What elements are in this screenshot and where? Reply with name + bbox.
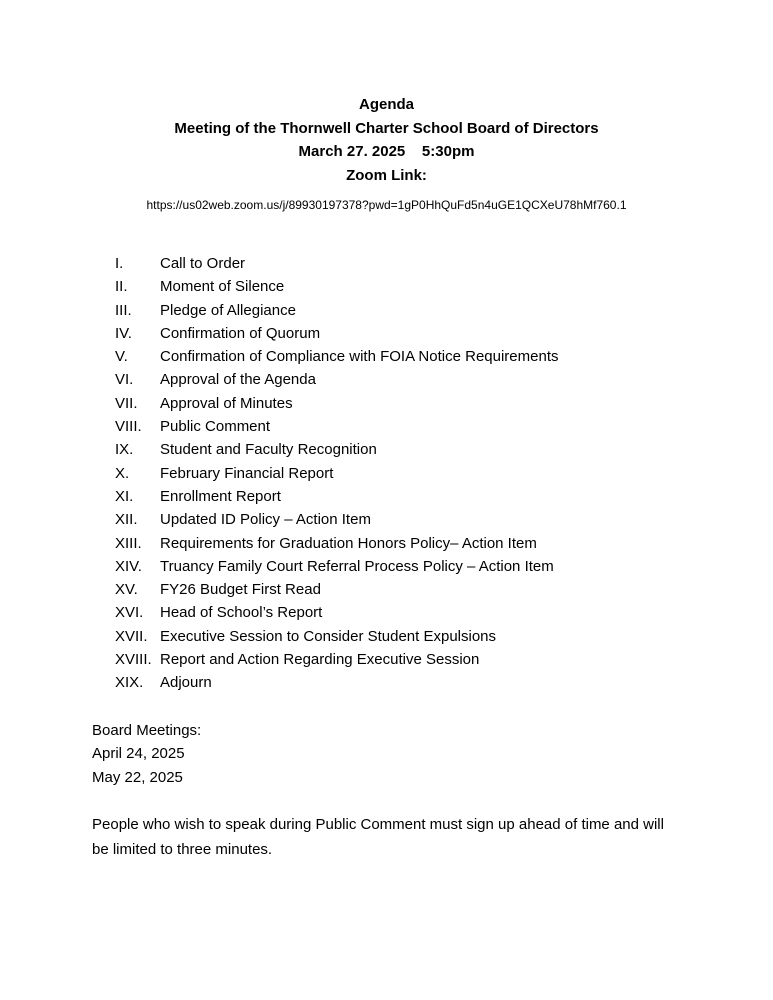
agenda-item-numeral: I. (115, 255, 124, 272)
meeting-date: May 22, 2025 (92, 768, 183, 786)
agenda-item-label: Truancy Family Court Referral Process Policy – Action Item (160, 557, 554, 575)
agenda-item (115, 368, 681, 391)
agenda-item (115, 578, 681, 601)
agenda-item (115, 485, 681, 508)
meeting-date: April 24, 2025 (92, 745, 185, 763)
agenda-item-label: Student and Faculty Recognition (160, 441, 377, 459)
public-comment-notice: People who wish to speak during Public Comment must sign up ahead of time and will be limited to three minutes. (92, 816, 664, 859)
agenda-item (115, 601, 681, 624)
agenda-item (115, 275, 681, 298)
agenda-item-label: Executive Session to Consider Student Expulsions (160, 627, 497, 645)
agenda-item-numeral: VI. (115, 371, 134, 389)
agenda-item-numeral: XV. (115, 581, 138, 599)
agenda-item-label: Confirmation of Quorum (160, 324, 321, 342)
agenda-item-numeral: II. (115, 278, 128, 296)
agenda-item (115, 392, 681, 415)
agenda-item (115, 648, 681, 671)
agenda-item-numeral: III. (115, 301, 132, 319)
agenda-item-label: Report and Action Regarding Executive Session (160, 651, 480, 669)
agenda-item-numeral: IV. (115, 324, 132, 342)
agenda-item-numeral: VII. (115, 394, 138, 412)
board-meetings-heading: Board Meetings: (92, 721, 202, 739)
agenda-item (115, 415, 681, 438)
agenda-item (115, 252, 681, 275)
agenda-item (115, 299, 681, 322)
doc-title: Agenda (358, 96, 414, 113)
agenda-item-numeral: XIV. (115, 557, 142, 575)
agenda-item (115, 625, 681, 648)
agenda-list (115, 252, 681, 695)
agenda-item (115, 532, 681, 555)
agenda-item-label: Enrollment Report (160, 487, 281, 505)
agenda-item-label: Updated ID Policy – Action Item (160, 511, 371, 529)
agenda-item-label: Approval of Minutes (160, 394, 293, 412)
agenda-item-label: Adjourn (160, 674, 212, 692)
agenda-item-label: Moment of Silence (160, 278, 285, 296)
agenda-item-numeral: V. (115, 348, 128, 366)
agenda-item-numeral: IX. (115, 441, 134, 459)
agenda-item (115, 508, 681, 531)
agenda-item-label: Approval of the Agenda (160, 371, 316, 389)
agenda-item-label: Confirmation of Compliance with FOIA Notice Requirements (160, 348, 559, 366)
zoom-link-url[interactable]: https://us02web.zoom.us/j/89930197378?pwd=1gP0HhQuFd5n4uGE1QCXeU78hMf760.1 (146, 198, 627, 212)
doc-datetime: March 27. 2025 5:30pm (298, 143, 475, 160)
agenda-item (115, 345, 681, 368)
agenda-item-numeral: XVIII. (115, 651, 152, 669)
zoom-link-label: Zoom Link: (346, 166, 427, 184)
agenda-item (115, 671, 681, 694)
agenda-item-label: Head of School’s Report (160, 604, 323, 622)
agenda-item-numeral: XIX. (115, 674, 144, 692)
agenda-item-numeral: XIII. (115, 534, 142, 552)
board-meetings-section (92, 719, 681, 790)
agenda-item-label: February Financial Report (160, 464, 334, 482)
document-header (92, 93, 681, 213)
agenda-item-numeral: XII. (115, 511, 138, 529)
agenda-item-label: Call to Order (160, 255, 246, 272)
agenda-item-numeral: VIII. (115, 418, 142, 436)
agenda-item (115, 555, 681, 578)
doc-subtitle: Meeting of the Thornwell Charter School Board of Directors (174, 119, 599, 137)
agenda-item-numeral: XVII. (115, 627, 148, 645)
agenda-item (115, 438, 681, 461)
agenda-item-label: Pledge of Allegiance (160, 301, 296, 319)
agenda-item-label: Requirements for Graduation Honors Policy– Action Item (160, 534, 537, 552)
agenda-item-label: FY26 Budget First Read (160, 581, 321, 599)
board-meetings-dates (92, 742, 681, 789)
agenda-item (115, 322, 681, 345)
agenda-item (115, 462, 681, 485)
agenda-item-numeral: XVI. (115, 604, 144, 622)
agenda-item-numeral: X. (115, 464, 130, 482)
agenda-item-label: Public Comment (160, 418, 271, 436)
agenda-item-numeral: XI. (115, 487, 134, 505)
